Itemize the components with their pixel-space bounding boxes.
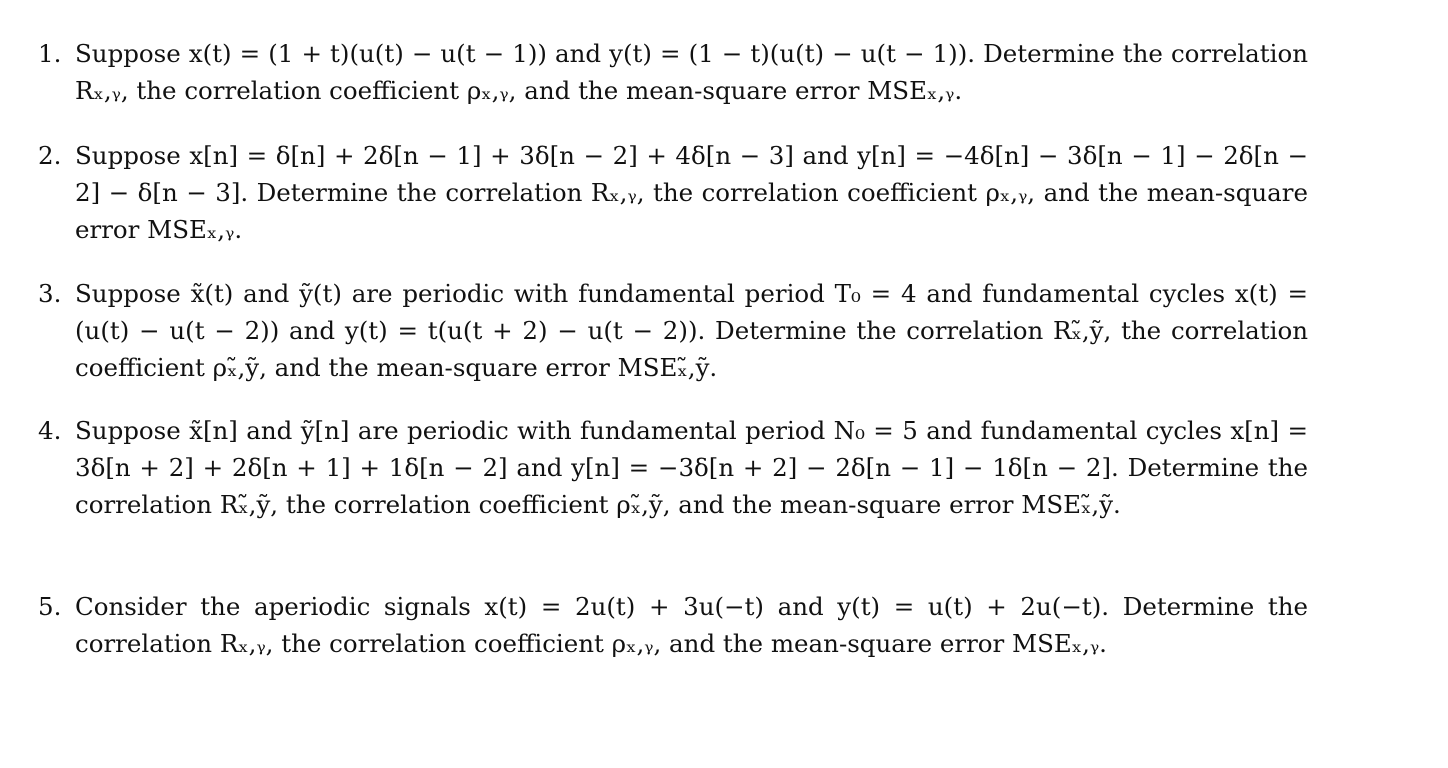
problem-text: Consider the aperiodic signals x(t) = 2u(t) + 3u(−t) and y(t) = u(t) + 2u(−t). Determine the correlation Rₓ,ᵧ, the correlation coefficient ρₓ,ᵧ, and the mean-square error MSEₓ,ᵧ. <box>75 592 1308 658</box>
problem-number: 3. <box>38 279 62 308</box>
problem-number: 5. <box>38 592 62 621</box>
problem-text: Suppose x[n] = δ[n] + 2δ[n − 1] + 3δ[n − 2] + 4δ[n − 3] and y[n] = −4δ[n] − 3δ[n − 1] − 2δ[n − 2] − δ[n − 3]. Determine the correlation Rₓ,ᵧ, the correlation coefficient ρₓ,ᵧ, and the mean-square error MSEₓ,ᵧ. <box>75 141 1308 244</box>
problem-number: 4. <box>38 416 62 445</box>
problem-number: 2. <box>38 141 62 170</box>
problem-number: 1. <box>38 39 62 68</box>
problem-text: Suppose x(t) = (1 + t)(u(t) − u(t − 1)) and y(t) = (1 − t)(u(t) − u(t − 1)). Determine the correlation Rₓ,ᵧ, the correlation coefficient ρₓ,ᵧ, and the mean-square error MSEₓ,ᵧ. <box>75 39 1308 105</box>
problem-text: Suppose x̃(t) and ỹ(t) are periodic with fundamental period T₀ = 4 and fundamental cycles x(t) = (u(t) − u(t − 2)) and y(t) = t(u(t + 2) − u(t − 2)). Determine the correlation Rₓ̃,ỹ, the correlation coefficient ρₓ̃,ỹ, and the mean-square error MSEₓ̃,ỹ. <box>75 279 1308 382</box>
problem-text: Suppose x̃[n] and ỹ[n] are periodic with fundamental period N₀ = 5 and fundamental cycles x[n] = 3δ[n + 2] + 2δ[n + 1] + 1δ[n − 2] and y[n] = −3δ[n + 2] − 2δ[n − 1] − 1δ[n − 2]. Determine the correlation Rₓ̃,ỹ, the correlation coefficient ρₓ̃,ỹ, and the mean-square error MSEₓ̃,ỹ. <box>75 416 1308 519</box>
